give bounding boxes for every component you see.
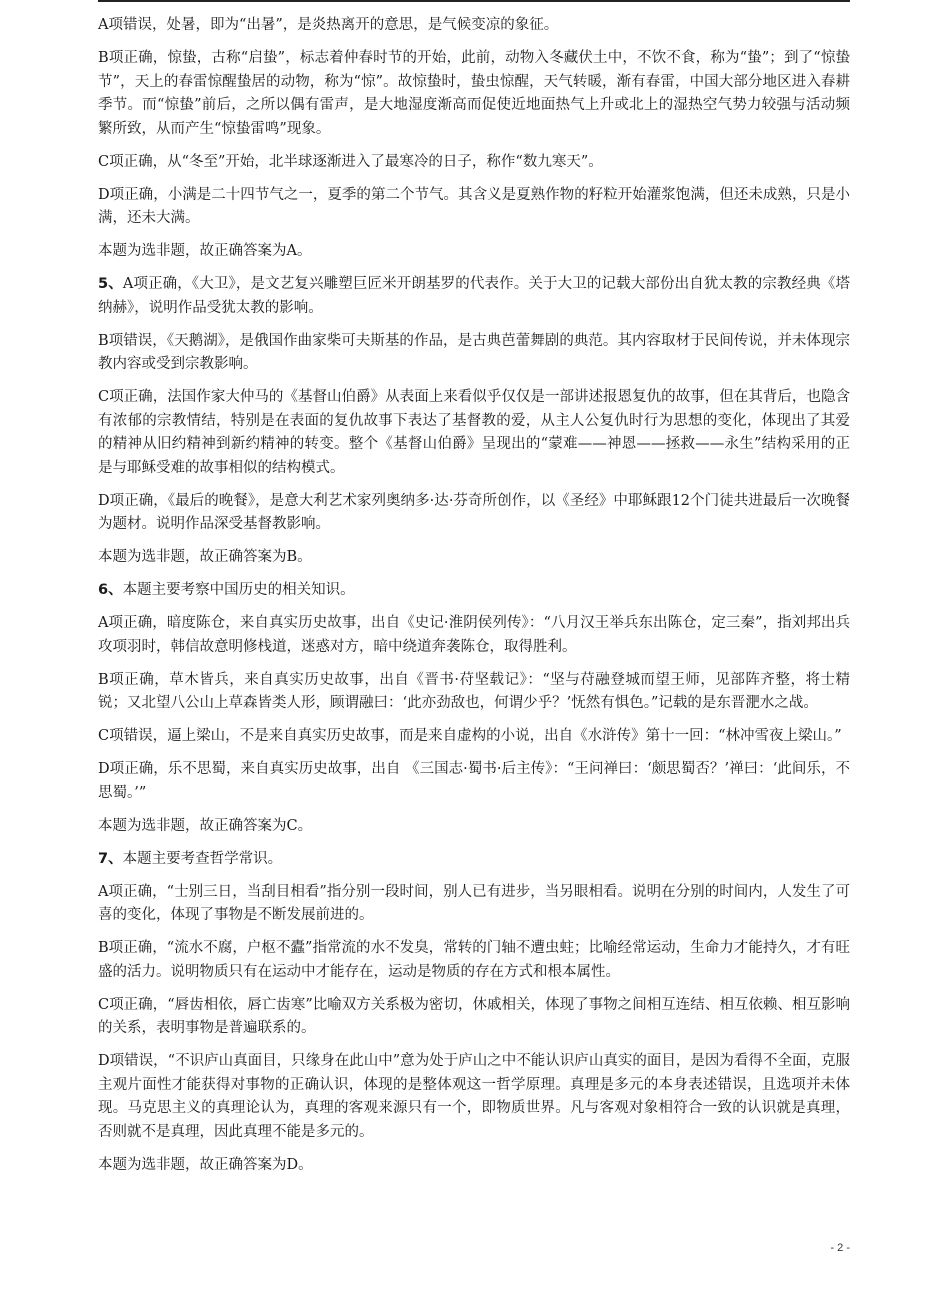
paragraph: B项正确，“流水不腐，户枢不蠹”指常流的水不发臭，常转的门轴不遭虫蛀；比喻经常运动，生命力才能持久，才有旺盛的活力。说明物质只有在运动中才能存在，运动是物质的存在方式和根本属性。 bbox=[98, 940, 850, 980]
paragraph: D项正确，小满是二十四节气之一，夏季的第二个节气。其含义是夏熟作物的籽粒开始灌浆饱满，但还未成熟，只是小满，还未大满。 bbox=[98, 186, 850, 226]
paragraph: D项正确，乐不思蜀，来自真实历史故事，出自 《三国志·蜀书·后主传》：“王问禅曰：‘颇思蜀否？’禅曰：‘此间乐，不思蜀。’” bbox=[98, 761, 850, 801]
question-6-heading: 6、本题主要考察中国历史的相关知识。 bbox=[98, 582, 355, 598]
paragraph: B项正确，惊蛰，古称“启蛰”，标志着仲春时节的开始，此前，动物入冬藏伏土中，不饮不食，称为“蛰”；到了“惊蛰节”，天上的春雷惊醒蛰居的动物，称为“惊”。故惊蛰时，蛰虫惊醒，天气转暖，渐有春雷，中国大部分地区进入春耕季节。而“惊蛰”前后，之所以偶有雷声，是大地湿度渐高而促使近地面热气上升或北上的湿热空气势力较强与活动频繁所致，从而产生“惊蛰雷鸣”现象。 bbox=[98, 50, 850, 137]
question-number: 5、 bbox=[98, 276, 123, 292]
answer-line: 本题为选非题，故正确答案为A。 bbox=[98, 243, 312, 259]
paragraph: B项正确，草木皆兵，来自真实历史故事，出自《晋书·苻坚载记》：“坚与苻融登城而望王师，见部阵齐整，将士精锐；又北望八公山上草森皆类人形，顾谓融曰：‘此亦劲敌也，何谓少乎？’怃然有惧色。”记载的是东晋淝水之战。 bbox=[98, 671, 850, 711]
paragraph: D项正确，《最后的晚餐》，是意大利艺术家列奥纳多·达·芬奇所创作，以《圣经》中耶稣跟12个门徒共进最后一次晚餐为题材。说明作品深受基督教影响。 bbox=[98, 492, 850, 532]
paragraph: A项正确，暗度陈仓，来自真实历史故事，出自《史记·淮阴侯列传》：“八月汉王举兵东出陈仓，定三秦”，指刘邦出兵攻项羽时，韩信故意明修栈道，迷惑对方，暗中绕道奔袭陈仓，取得胜利。 bbox=[98, 615, 850, 655]
paragraph: C项正确，从“冬至”开始，北半球逐渐进入了最寒冷的日子，称作“数九寒天”。 bbox=[98, 153, 603, 170]
paragraph: C项正确，法国作家大仲马的《基督山伯爵》从表面上来看似乎仅仅是一部讲述报恩复仇的故事，但在其背后，也隐含有浓郁的宗教情结，特别是在表面的复仇故事下表达了基督教的爱，从主人公复仇时行为思想的变化，体现出了其爱的精神从旧约精神到新约精神的转变。整个《基督山伯爵》呈现出的“蒙难——神恩——拯救——永生”结构采用的正是与耶稣受难的故事相似的结构模式。 bbox=[98, 389, 850, 476]
paragraph: B项错误，《天鹅湖》，是俄国作曲家柴可夫斯基的作品，是古典芭蕾舞剧的典范。其内容取材于民间传说，并未体现宗教内容或受到宗教影响。 bbox=[98, 332, 850, 372]
page-number: - 2 - bbox=[830, 1242, 850, 1254]
paragraph: A项错误，处暑，即为“出暑”，是炎热离开的意思，是气候变凉的象征。 bbox=[98, 17, 559, 33]
top-rule bbox=[98, 0, 850, 2]
paragraph: C项正确，“唇齿相依，唇亡齿寒”比喻双方关系极为密切，休戚相关，体现了事物之间相互连结、相互依赖、相互影响的关系，表明事物是普遍联系的。 bbox=[98, 996, 850, 1036]
question-7-heading: 7、本题主要考查哲学常识。 bbox=[98, 850, 283, 867]
question-number: 7、 bbox=[98, 850, 123, 867]
answer-line: 本题为选非题，故正确答案为D。 bbox=[98, 1156, 313, 1173]
answer-line: 本题为选非题，故正确答案为B。 bbox=[98, 549, 312, 565]
document-body bbox=[98, 14, 850, 1187]
paragraph: D项错误，“不识庐山真面目，只缘身在此山中”意为处于庐山之中不能认识庐山真实的面目，是因为看得不全面，克服主观片面性才能获得对事物的正确认识，体现的是整体观这一哲学原理。真理是多元的本身表述错误，且选项并未体现。马克思主义的真理论认为，真理的客观来源只有一个，即物质世界。凡与客观对象相符合一致的认识就是真理，否则就不是真理，因此真理不能是多元的。 bbox=[98, 1053, 850, 1140]
paragraph: A项正确，“士别三日，当刮目相看”指分别一段时间，别人已有进步，当另眼相看。说明在分别的时间内，人发生了可喜的变化，体现了事物是不断发展前进的。 bbox=[98, 883, 850, 923]
answer-line: 本题为选非题，故正确答案为C。 bbox=[98, 817, 313, 834]
question-5-heading: 5、A项正确，《大卫》，是文艺复兴雕塑巨匠米开朗基罗的代表作。关于大卫的记载大部份出自犹太教的宗教经典《塔纳赫》，说明作品受犹太教的影响。 bbox=[98, 276, 851, 316]
question-number: 6、 bbox=[98, 582, 123, 598]
paragraph: C项错误，逼上梁山，不是来自真实历史故事，而是来自虚构的小说，出自《水浒传》第十一回：“林冲雪夜上梁山。” bbox=[98, 728, 842, 744]
